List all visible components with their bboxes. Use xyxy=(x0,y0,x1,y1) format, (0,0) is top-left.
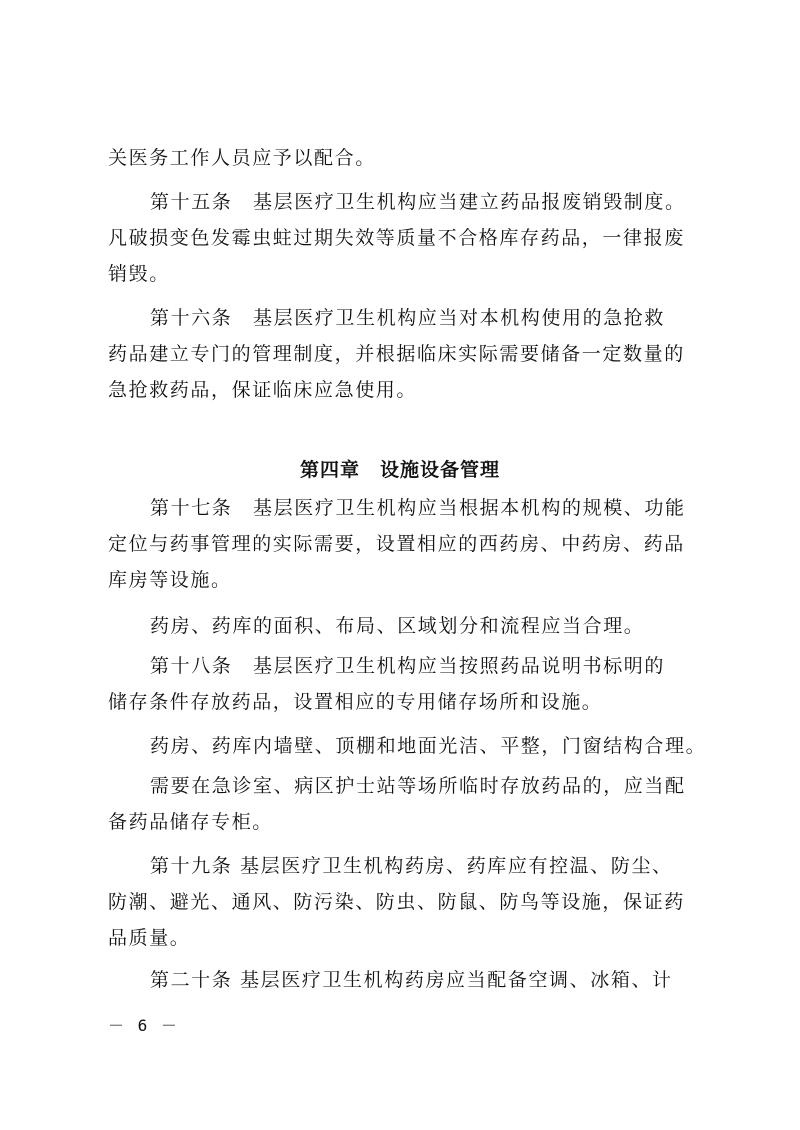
paragraph-line: 急抢救药品，保证临床应急使用。 xyxy=(108,379,418,401)
paragraph-line: 药房、药库内墙壁、顶棚和地面光洁、平整，门窗结构合理。 xyxy=(150,735,707,757)
article-19-line: 第十九条 基层医疗卫生机构药房、药库应有控温、防尘、 xyxy=(150,855,673,877)
article-15-line: 第十五条 基层医疗卫生机构应当建立药品报废销毁制度。 xyxy=(150,191,686,213)
paragraph-line: 备药品储存专柜。 xyxy=(108,811,273,833)
article-17-line: 第十七条 基层医疗卫生机构应当根据本机构的规模、功能 xyxy=(150,497,686,519)
article-16-line: 第十六条 基层医疗卫生机构应当对本机构使用的急抢救 xyxy=(150,307,666,329)
paragraph-line: 关医务工作人员应予以配合。 xyxy=(108,147,376,169)
paragraph-line: 储存条件存放药品，设置相应的专用储存场所和设施。 xyxy=(108,691,603,713)
paragraph-line: 需要在急诊室、病区护士站等场所临时存放药品的，应当配 xyxy=(150,775,686,797)
paragraph-line: 品质量。 xyxy=(108,927,191,949)
page-number: － 6 － xyxy=(108,1016,179,1035)
paragraph-line: 药房、药库的面积、布局、区域划分和流程应当合理。 xyxy=(150,615,645,637)
article-18-line: 第十八条 基层医疗卫生机构应当按照药品说明书标明的 xyxy=(150,655,666,677)
paragraph-line: 药品建立专门的管理制度，并根据临床实际需要储备一定数量的 xyxy=(108,343,685,365)
paragraph-line: 防潮、避光、通风、防污染、防虫、防鼠、防鸟等设施，保证药 xyxy=(108,891,685,913)
paragraph-line: 凡破损变色发霉虫蛀过期失效等质量不合格库存药品，一律报废 xyxy=(108,227,685,249)
paragraph-line: 定位与药事管理的实际需要，设置相应的西药房、中药房、药品 xyxy=(108,533,685,555)
paragraph-line: 销毁。 xyxy=(108,263,170,285)
paragraph-line: 库房等设施。 xyxy=(108,569,232,591)
chapter-4-heading: 第四章 设施设备管理 xyxy=(299,459,500,481)
article-20-line: 第二十条 基层医疗卫生机构药房应当配备空调、冰箱、计 xyxy=(150,969,673,991)
